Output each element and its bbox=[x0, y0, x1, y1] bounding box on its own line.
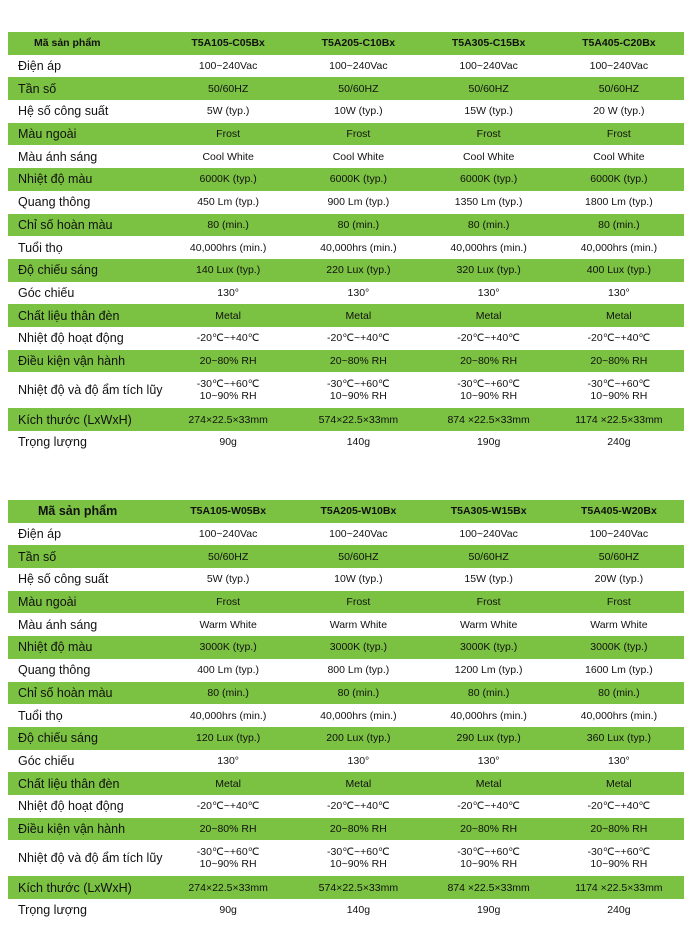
product-code-header: T5A205-W10Bx bbox=[293, 500, 423, 523]
spec-value: 40,000hrs (min.) bbox=[320, 709, 397, 722]
spec-value: 220 Lux (typ.) bbox=[293, 259, 423, 282]
spec-value: 20W (typ.) bbox=[594, 573, 644, 586]
spec-value bbox=[163, 840, 293, 876]
product-code-header: T5A105-C05Bx bbox=[163, 32, 293, 55]
spec-value: Metal bbox=[293, 304, 423, 327]
spec-value: -20℃~+40℃ bbox=[587, 800, 651, 813]
spec-value: 1600 Lm (typ.) bbox=[585, 664, 653, 677]
spec-row bbox=[8, 350, 684, 373]
spec-row bbox=[8, 636, 684, 659]
spec-value: 100~240Vac bbox=[589, 60, 649, 73]
spec-value bbox=[293, 372, 423, 408]
spec-value: 20~80% RH bbox=[163, 350, 293, 373]
spec-row bbox=[8, 818, 684, 841]
spec-label: Góc chiếu bbox=[18, 753, 75, 768]
spec-row bbox=[8, 772, 684, 795]
spec-label: Kích thước (LxWxH) bbox=[8, 876, 163, 899]
spec-value: 140g bbox=[346, 436, 371, 449]
spec-value bbox=[554, 840, 684, 876]
spec-value: 20~80% RH bbox=[293, 350, 423, 373]
spec-row bbox=[8, 659, 684, 682]
spec-label: Nhiệt độ hoạt động bbox=[18, 799, 124, 814]
spec-row bbox=[8, 899, 684, 922]
spec-value: 40,000hrs (min.) bbox=[450, 241, 527, 254]
header-row bbox=[8, 500, 684, 523]
spec-row bbox=[8, 372, 684, 408]
spec-value: -20℃~+40℃ bbox=[587, 332, 651, 345]
spec-row bbox=[8, 750, 684, 773]
spec-value: 874 ×22.5×33mm bbox=[424, 408, 554, 431]
spec-row bbox=[8, 591, 684, 614]
spec-value: 130° bbox=[217, 286, 239, 299]
spec-label: Nhiệt độ màu bbox=[8, 636, 163, 659]
spec-value: 6000K (typ.) bbox=[293, 168, 423, 191]
spec-label: Màu ánh sáng bbox=[18, 617, 98, 632]
spec-value-line: 10~90% RH bbox=[199, 858, 257, 871]
spec-label: Trọng lượng bbox=[18, 903, 87, 918]
spec-label: Nhiệt độ và độ ẩm tích lũy bbox=[18, 383, 163, 398]
spec-label: Chất liệu thân đèn bbox=[8, 772, 163, 795]
spec-value: 20 W (typ.) bbox=[593, 105, 645, 118]
spec-value: 20~80% RH bbox=[163, 818, 293, 841]
spec-value: 190g bbox=[476, 904, 501, 917]
spec-value: 40,000hrs (min.) bbox=[189, 241, 267, 254]
spec-value: 100~240Vac bbox=[198, 528, 258, 541]
spec-row bbox=[8, 282, 684, 305]
spec-table-body bbox=[8, 32, 684, 454]
spec-row bbox=[8, 259, 684, 282]
spec-value: 40,000hrs (min.) bbox=[450, 709, 527, 722]
spec-value: 50/60HZ bbox=[554, 545, 684, 568]
spec-value: 360 Lux (typ.) bbox=[554, 727, 684, 750]
spec-value: 50/60HZ bbox=[163, 77, 293, 100]
spec-value: 130° bbox=[477, 754, 500, 767]
spec-value: 3000K (typ.) bbox=[554, 636, 684, 659]
spec-value: 80 (min.) bbox=[293, 214, 423, 237]
spec-value bbox=[163, 372, 293, 408]
spec-value: 274×22.5×33mm bbox=[163, 876, 293, 899]
spec-value: 20~80% RH bbox=[293, 818, 423, 841]
spec-value: 400 Lm (typ.) bbox=[197, 664, 260, 677]
spec-value-line: -30℃~+60℃ bbox=[327, 378, 390, 391]
spec-value: 80 (min.) bbox=[424, 214, 554, 237]
spec-label: Độ chiếu sáng bbox=[8, 259, 163, 282]
header-label-cell: Mã sản phẩm bbox=[8, 32, 163, 55]
spec-value: 5W (typ.) bbox=[206, 105, 250, 118]
spec-value: Frost bbox=[163, 123, 293, 146]
spec-value: Metal bbox=[554, 304, 684, 327]
spec-value: 100~240Vac bbox=[329, 528, 388, 541]
spec-label: Chỉ số hoàn màu bbox=[8, 214, 163, 237]
spec-row bbox=[8, 191, 684, 214]
spec-label: Góc chiếu bbox=[18, 285, 75, 300]
spec-value: 80 (min.) bbox=[554, 214, 684, 237]
spec-value: 1800 Lm (typ.) bbox=[585, 196, 653, 209]
spec-label: Điện áp bbox=[18, 59, 62, 74]
spec-row bbox=[8, 327, 684, 350]
spec-value: 100~240Vac bbox=[459, 528, 518, 541]
spec-value: Cool White bbox=[593, 150, 645, 163]
spec-value bbox=[554, 372, 684, 408]
spec-value: 40,000hrs (min.) bbox=[189, 709, 267, 722]
spec-row bbox=[8, 876, 684, 899]
spec-value: Cool White bbox=[202, 150, 254, 163]
spec-value: 80 (min.) bbox=[424, 682, 554, 705]
spec-label: Màu ngoài bbox=[8, 123, 163, 146]
product-code-header: T5A405-W20Bx bbox=[554, 500, 684, 523]
spec-value: 3000K (typ.) bbox=[163, 636, 293, 659]
spec-value: Warm White bbox=[459, 618, 518, 631]
spec-label: Trọng lượng bbox=[18, 435, 87, 450]
header-label-cell: Mã sản phẩm bbox=[8, 500, 163, 523]
spec-value: 20~80% RH bbox=[424, 818, 554, 841]
spec-row bbox=[8, 682, 684, 705]
spec-row bbox=[8, 704, 684, 727]
spec-value: 1350 Lm (typ.) bbox=[454, 196, 523, 209]
spec-value: Metal bbox=[424, 304, 554, 327]
spec-value: 10W (typ.) bbox=[334, 105, 383, 118]
product-code-header: T5A105-W05Bx bbox=[163, 500, 293, 523]
spec-value: 3000K (typ.) bbox=[293, 636, 423, 659]
spec-row bbox=[8, 545, 684, 568]
spec-value: Metal bbox=[163, 772, 293, 795]
spec-value bbox=[424, 840, 554, 876]
spec-value: 400 Lux (typ.) bbox=[554, 259, 684, 282]
spec-value-line: 10~90% RH bbox=[460, 390, 518, 403]
spec-value: -20℃~+40℃ bbox=[327, 332, 390, 345]
spec-value: 15W (typ.) bbox=[464, 105, 513, 118]
spec-row bbox=[8, 236, 684, 259]
spec-label: Kích thước (LxWxH) bbox=[8, 408, 163, 431]
spec-row bbox=[8, 304, 684, 327]
spec-value-line: -30℃~+60℃ bbox=[457, 846, 520, 859]
spec-value: Warm White bbox=[199, 618, 257, 631]
spec-value: 80 (min.) bbox=[163, 682, 293, 705]
spec-value: 290 Lux (typ.) bbox=[424, 727, 554, 750]
spec-label: Điều kiện vận hành bbox=[8, 818, 163, 841]
spec-label: Nhiệt độ và độ ẩm tích lũy bbox=[18, 851, 163, 866]
spec-value: 900 Lm (typ.) bbox=[327, 196, 390, 209]
spec-value: 130° bbox=[347, 754, 370, 767]
spec-value: 874 ×22.5×33mm bbox=[424, 876, 554, 899]
spec-value: 120 Lux (typ.) bbox=[163, 727, 293, 750]
spec-value: Warm White bbox=[590, 618, 648, 631]
spec-value: 5W (typ.) bbox=[206, 573, 250, 586]
spec-value: 80 (min.) bbox=[293, 682, 423, 705]
spec-value: -20℃~+40℃ bbox=[327, 800, 390, 813]
spec-row bbox=[8, 523, 684, 546]
spec-value: Metal bbox=[554, 772, 684, 795]
spec-value: Warm White bbox=[329, 618, 388, 631]
spec-value: 6000K (typ.) bbox=[163, 168, 293, 191]
spec-label: Nhiệt độ hoạt động bbox=[18, 331, 124, 346]
spec-table-warm-white bbox=[8, 500, 684, 922]
spec-value: 40,000hrs (min.) bbox=[580, 241, 658, 254]
spec-label: Tuổi thọ bbox=[18, 708, 63, 723]
spec-value: Metal bbox=[424, 772, 554, 795]
spec-value: 130° bbox=[477, 286, 500, 299]
spec-value-line: 10~90% RH bbox=[329, 858, 387, 871]
spec-value: 200 Lux (typ.) bbox=[293, 727, 423, 750]
spec-label: Màu ngoài bbox=[8, 591, 163, 614]
spec-value: Metal bbox=[293, 772, 423, 795]
spec-value-line: 10~90% RH bbox=[590, 858, 648, 871]
product-code-header: T5A405-C20Bx bbox=[554, 32, 684, 55]
spec-value bbox=[293, 840, 423, 876]
spec-value: 6000K (typ.) bbox=[554, 168, 684, 191]
spec-value: 6000K (typ.) bbox=[424, 168, 554, 191]
spec-label: Quang thông bbox=[18, 663, 91, 678]
spec-label: Hệ số công suất bbox=[18, 104, 109, 119]
spec-value: 40,000hrs (min.) bbox=[320, 241, 397, 254]
spec-label: Tần số bbox=[8, 545, 163, 568]
spec-value-line: 10~90% RH bbox=[199, 390, 257, 403]
spec-value: Cool White bbox=[462, 150, 515, 163]
spec-value: 140g bbox=[346, 904, 371, 917]
spec-value: Frost bbox=[163, 591, 293, 614]
spec-value: -20℃~+40℃ bbox=[196, 332, 260, 345]
spec-value: Frost bbox=[293, 591, 423, 614]
spec-value: 80 (min.) bbox=[163, 214, 293, 237]
spec-value: 320 Lux (typ.) bbox=[424, 259, 554, 282]
spec-value: 20~80% RH bbox=[424, 350, 554, 373]
spec-row bbox=[8, 145, 684, 168]
spec-value: 100~240Vac bbox=[198, 60, 258, 73]
spec-row bbox=[8, 123, 684, 146]
spec-value: 50/60HZ bbox=[293, 77, 423, 100]
spec-value: Frost bbox=[554, 123, 684, 146]
spec-row bbox=[8, 214, 684, 237]
spec-value: Frost bbox=[554, 591, 684, 614]
spec-value: 50/60HZ bbox=[163, 545, 293, 568]
spec-value: 50/60HZ bbox=[293, 545, 423, 568]
spec-value: Frost bbox=[424, 591, 554, 614]
spec-table-body bbox=[8, 500, 684, 922]
spec-row bbox=[8, 568, 684, 591]
spec-value: Frost bbox=[424, 123, 554, 146]
spec-value: 1200 Lm (typ.) bbox=[454, 664, 523, 677]
spec-row bbox=[8, 431, 684, 454]
spec-value-line: -30℃~+60℃ bbox=[196, 846, 260, 859]
spec-value: Cool White bbox=[332, 150, 385, 163]
spec-value: 450 Lm (typ.) bbox=[197, 196, 260, 209]
spec-value: 40,000hrs (min.) bbox=[580, 709, 658, 722]
spec-value: 80 (min.) bbox=[554, 682, 684, 705]
header-row bbox=[8, 32, 684, 55]
spec-row bbox=[8, 100, 684, 123]
spec-label: Nhiệt độ màu bbox=[8, 168, 163, 191]
spec-row bbox=[8, 168, 684, 191]
spec-value: 130° bbox=[608, 754, 630, 767]
spec-value: Frost bbox=[293, 123, 423, 146]
spec-value: 574×22.5×33mm bbox=[293, 876, 423, 899]
spec-value: 10W (typ.) bbox=[334, 573, 383, 586]
spec-label: Tần số bbox=[8, 77, 163, 100]
spec-value: 140 Lux (typ.) bbox=[163, 259, 293, 282]
spec-value: -20℃~+40℃ bbox=[196, 800, 260, 813]
spec-label: Tuổi thọ bbox=[18, 240, 63, 255]
spec-value: 574×22.5×33mm bbox=[293, 408, 423, 431]
spec-value: 50/60HZ bbox=[424, 545, 554, 568]
spec-value: 90g bbox=[219, 904, 237, 917]
spec-label: Chỉ số hoàn màu bbox=[8, 682, 163, 705]
spec-value: 100~240Vac bbox=[589, 528, 649, 541]
spec-value: 50/60HZ bbox=[424, 77, 554, 100]
spec-row bbox=[8, 613, 684, 636]
spec-value: 800 Lm (typ.) bbox=[327, 664, 390, 677]
spec-value: 130° bbox=[347, 286, 370, 299]
spec-value: 100~240Vac bbox=[459, 60, 518, 73]
spec-value: 240g bbox=[607, 436, 631, 449]
spec-value: 50/60HZ bbox=[554, 77, 684, 100]
spec-label: Màu ánh sáng bbox=[18, 149, 98, 164]
product-code-header: T5A205-C10Bx bbox=[293, 32, 423, 55]
spec-value: Metal bbox=[163, 304, 293, 327]
spec-value: 1174 ×22.5×33mm bbox=[554, 408, 684, 431]
spec-value: 20~80% RH bbox=[554, 818, 684, 841]
spec-label: Quang thông bbox=[18, 195, 91, 210]
spec-value-line: -30℃~+60℃ bbox=[457, 378, 520, 391]
spec-value: 274×22.5×33mm bbox=[163, 408, 293, 431]
spec-value-line: 10~90% RH bbox=[329, 390, 387, 403]
spec-row bbox=[8, 55, 684, 78]
spec-value: 130° bbox=[217, 754, 239, 767]
product-code-header: T5A305-C15Bx bbox=[424, 32, 554, 55]
spec-row bbox=[8, 77, 684, 100]
spec-value: 20~80% RH bbox=[554, 350, 684, 373]
spec-value-line: -30℃~+60℃ bbox=[196, 378, 260, 391]
spec-row bbox=[8, 408, 684, 431]
spec-row bbox=[8, 840, 684, 876]
spec-value: -20℃~+40℃ bbox=[457, 800, 520, 813]
spec-value: 90g bbox=[219, 436, 237, 449]
spec-value: -20℃~+40℃ bbox=[457, 332, 520, 345]
spec-value-line: 10~90% RH bbox=[460, 858, 518, 871]
spec-label: Điều kiện vận hành bbox=[8, 350, 163, 373]
spec-label: Điện áp bbox=[18, 527, 62, 542]
spec-table-cool-white bbox=[8, 32, 684, 454]
spec-value: 240g bbox=[607, 904, 631, 917]
spec-value-line: -30℃~+60℃ bbox=[587, 378, 651, 391]
spec-value-line: -30℃~+60℃ bbox=[587, 846, 651, 859]
spec-row bbox=[8, 727, 684, 750]
spec-value-line: 10~90% RH bbox=[590, 390, 648, 403]
spec-value-line: -30℃~+60℃ bbox=[327, 846, 390, 859]
spec-value: 130° bbox=[608, 286, 630, 299]
spec-label: Chất liệu thân đèn bbox=[8, 304, 163, 327]
spec-value: 1174 ×22.5×33mm bbox=[554, 876, 684, 899]
spec-label: Hệ số công suất bbox=[18, 572, 109, 587]
spec-label: Độ chiếu sáng bbox=[8, 727, 163, 750]
spec-row bbox=[8, 795, 684, 818]
spec-value: 190g bbox=[476, 436, 501, 449]
spec-value: 15W (typ.) bbox=[464, 573, 513, 586]
spec-value: 3000K (typ.) bbox=[424, 636, 554, 659]
spec-value bbox=[424, 372, 554, 408]
spec-value: 100~240Vac bbox=[329, 60, 388, 73]
product-code-header: T5A305-W15Bx bbox=[424, 500, 554, 523]
